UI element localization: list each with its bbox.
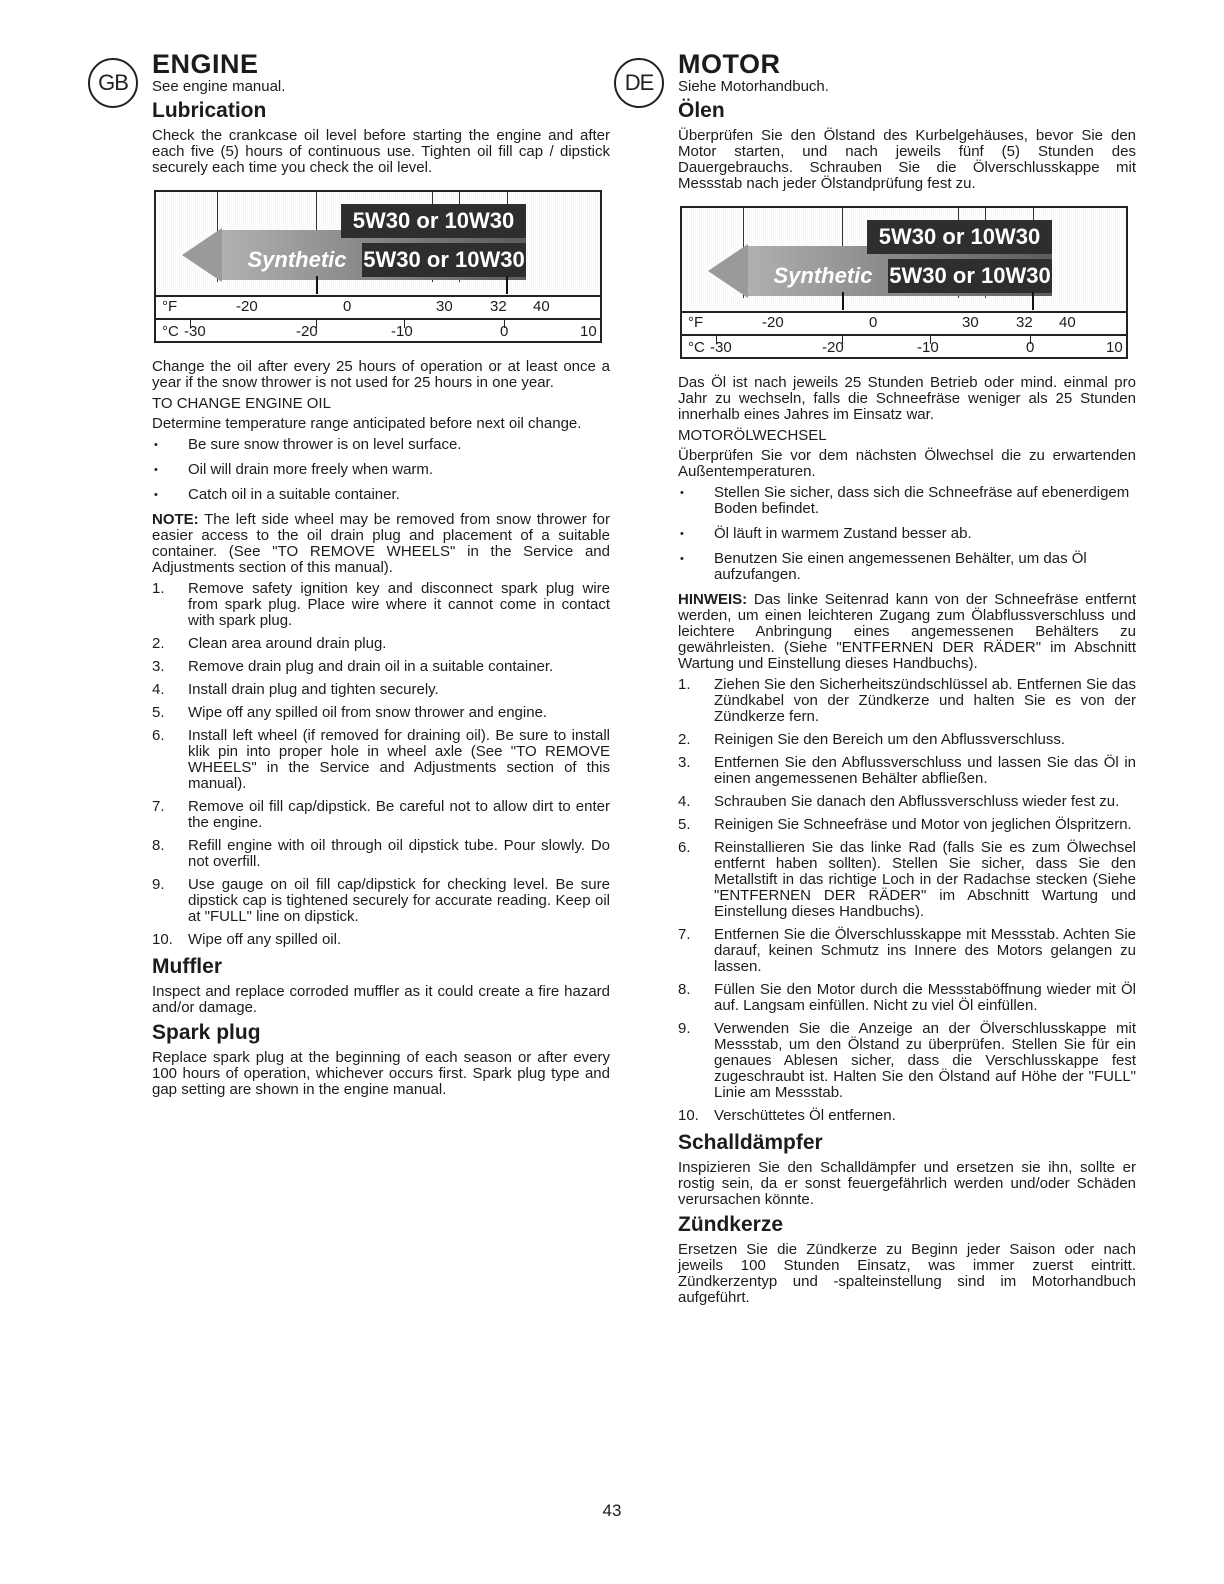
oil-chart-graphic	[156, 192, 600, 297]
note-label: NOTE:	[152, 511, 199, 528]
motor-title: MOTOR	[678, 49, 781, 79]
oil-grade-bottom-label: 5W30 or 10W30	[362, 243, 526, 277]
hinweis-text: Das linke Seitenrad kann von der Schneefräse entfernt werden, um einen leichteren Zugang zum Ölabflussverschluss und leichtere Anbringung eines angemessenen Behälters zu gewährleisten. (Siehe "ENTFERNEN DER RÄDER" im Abschnitt Wartung und Einstellung dieses Handbuchs).	[678, 591, 1136, 672]
celsius-unit: °C	[688, 339, 705, 356]
schalldaempfer-heading: Schalldämpfer	[678, 1131, 823, 1154]
note-text: The left side wheel may be removed from snow thrower for easier access to the oil drain plug and placement of a suitable container. (See "TO REMOVE WHEELS" in the Service and Adjustments section of this manual).	[152, 511, 610, 576]
synthetic-label: Synthetic	[247, 247, 347, 272]
c-tick: -20	[296, 323, 318, 340]
f-tick: -20	[236, 298, 258, 315]
f-tick: -20	[762, 314, 784, 331]
step-item: 2. Reinigen Sie den Bereich um den Abflussverschluss.	[678, 731, 1066, 748]
hinweis-paragraph	[678, 592, 1136, 672]
c-tick: -20	[822, 339, 844, 356]
step-list	[152, 581, 610, 948]
oil-grade-top-label: 5W30 or 10W30	[341, 204, 526, 238]
bullet-list	[152, 437, 610, 503]
step-item: 2. Clean area around drain plug.	[152, 635, 387, 652]
change-oil-text-de: Das Öl ist nach jeweils 25 Stunden Betrieb oder mind. einmal pro Jahr zu wechseln, falls die Schneefräse weniger als 25 Stunden innerhalb eines Jahres im Einsatz war.	[678, 374, 1136, 423]
step-item: 6. Install left wheel (if removed for draining oil). Be sure to install klik pin into proper hole in wheel axle (See "TO REMOVE WHEELS" in the Service and Adjustments section of this manual).	[152, 727, 610, 792]
step-item: 7. Remove oil fill cap/dipstick. Be careful not to allow dirt to enter the engine.	[152, 798, 610, 831]
step-item: 7. Entfernen Sie die Ölverschlusskappe mit Messstab. Achten Sie darauf, keinen Schmutz ins Innere des Motors gelangen zu lassen.	[678, 926, 1136, 975]
celsius-unit: °C	[162, 323, 179, 340]
step-item: 5. Wipe off any spilled oil from snow thrower and engine.	[152, 704, 548, 721]
c-tick: 0	[1026, 339, 1035, 356]
olen-text: Überprüfen Sie den Ölstand des Kurbelgehäuses, bevor Sie den Motor starten, und nach jeweils fünf (5) Stunden des Dauergebrauchs. Schrauben Sie die Ölverschlusskappe mit Messstab nach jeder Ölstandprüfung fest zu.	[678, 127, 1136, 192]
language-badge-gb: GB	[88, 58, 138, 108]
oil-chart-graphic	[682, 208, 1126, 313]
muffler-text: Inspect and replace corroded muffler as it could create a fire hazard and/or damage.	[152, 983, 610, 1016]
f-tick: 32	[1016, 314, 1033, 331]
step-item: 5. Reinigen Sie Schneefräse und Motor von jeglichen Ölspritzern.	[678, 816, 1132, 833]
page-number: 43	[602, 1501, 622, 1520]
oil-grade-bottom-label: 5W30 or 10W30	[888, 259, 1052, 293]
fahrenheit-scale	[156, 295, 600, 320]
fahrenheit-unit: °F	[688, 314, 704, 331]
lubrication-text: Check the crankcase oil level before starting the engine and after each five (5) hours of continuous use. Tighten oil fill cap / dipstick securely each time you check the oil level.	[152, 127, 610, 176]
c-tick: -30	[710, 339, 732, 356]
c-tick: -10	[917, 339, 939, 356]
oil-temperature-chart	[154, 190, 602, 343]
column-english	[98, 49, 610, 1103]
step-item: 9. Verwenden Sie die Anzeige an der Ölverschlusskappe mit Messstab, um den Ölstand zu überprüfen. Stellen Sie für ein genaues Ablesen sicher, dass die Verschlusskappe fest zugeschraubt ist. Halten Sie den Ölstand auf Höhe der "FULL" Linie am Messstab.	[678, 1020, 1136, 1101]
step-item: 4. Install drain plug and tighten securely.	[152, 681, 439, 698]
f-tick: 40	[1059, 314, 1076, 331]
f-tick: 0	[343, 298, 352, 315]
oil-temperature-chart-de	[680, 206, 1128, 359]
engine-subtitle: See engine manual.	[152, 78, 286, 95]
list-item: • Be sure snow thrower is on level surface.	[152, 437, 610, 453]
step-list-de	[678, 677, 1136, 1124]
step-item: 1. Ziehen Sie den Sicherheitszündschlüssel ab. Entfernen Sie das Zündkabel von der Zündkerze und halten Sie es von der Zündkerze fern.	[678, 676, 1136, 725]
c-tick: -10	[391, 323, 413, 340]
spark-plug-text: Replace spark plug at the beginning of each season or after every 100 hours of operation, whichever occurs first. Spark plug type and gap setting are shown in the engine manual.	[152, 1049, 610, 1098]
f-tick: 30	[962, 314, 979, 331]
fahrenheit-scale	[682, 311, 1126, 336]
note-paragraph	[152, 512, 610, 576]
f-tick: 0	[869, 314, 878, 331]
step-item: 6. Reinstallieren Sie das linke Rad (falls Sie es zum Ölwechsel entfernt haben sollten). Stellen Sie sicher, dass Sie den Metallstift in das richtige Loch in der Radachse stecken (Siehe "ENTFERNEN DER RÄDER" im Abschnitt Wartung und Einstellung dieses Handbuchs).	[678, 839, 1136, 920]
list-item: • Catch oil in a suitable container.	[152, 487, 610, 503]
list-item: • Benutzen Sie einen angemessenen Behälter, um das Öl aufzufangen.	[678, 551, 1136, 583]
zuendkerze-text: Ersetzen Sie die Zündkerze zu Beginn jeder Saison oder nach jeweils 100 Stunden Einsatz, was immer zuerst eintritt. Zündkerzentyp und -spalteinstellung sind im Motorhandbuch aufgeführt.	[678, 1241, 1136, 1306]
step-item: 3. Remove drain plug and drain oil in a suitable container.	[152, 658, 554, 675]
lubrication-heading: Lubrication	[152, 99, 267, 122]
determine-text: Determine temperature range anticipated before next oil change.	[152, 415, 582, 432]
step-item: 1. Remove safety ignition key and disconnect spark plug wire from spark plug. Place wire where it cannot come in contact with spark plug.	[152, 580, 610, 629]
determine-text-de: Überprüfen Sie vor dem nächsten Ölwechsel die zu erwartenden Außentemperaturen.	[678, 447, 1136, 480]
to-change-oil-heading: TO CHANGE ENGINE OIL	[152, 395, 331, 412]
list-item: • Oil will drain more freely when warm.	[152, 462, 610, 478]
f-tick: 40	[533, 298, 550, 315]
engine-title: ENGINE	[152, 49, 259, 79]
c-tick: 10	[1106, 339, 1123, 356]
c-tick: 10	[580, 323, 597, 340]
oil-range-arrow-icon	[182, 228, 222, 282]
step-item: 10. Verschüttetes Öl entfernen.	[678, 1107, 896, 1124]
step-item: 10. Wipe off any spilled oil.	[152, 931, 342, 948]
zuendkerze-heading: Zündkerze	[678, 1213, 784, 1236]
f-tick: 32	[490, 298, 507, 315]
synthetic-label: Synthetic	[773, 263, 873, 288]
column-german	[624, 49, 1136, 1311]
hinweis-label: HINWEIS:	[678, 591, 748, 608]
f-tick: 30	[436, 298, 453, 315]
step-item: 8. Füllen Sie den Motor durch die Messstaböffnung wieder mit Öl auf. Langsam einfüllen. Nicht zu viel Öl einfüllen.	[678, 981, 1136, 1014]
list-item: • Stellen Sie sicher, dass sich die Schneefräse auf ebenerdigem Boden befindet.	[678, 485, 1136, 517]
c-tick: -30	[184, 323, 206, 340]
fahrenheit-unit: °F	[162, 298, 178, 315]
bullet-list-de	[678, 485, 1136, 583]
c-tick: 0	[500, 323, 509, 340]
step-item: 4. Schrauben Sie danach den Abflussverschluss wieder fest zu.	[678, 793, 1120, 810]
celsius-scale	[682, 336, 1126, 359]
step-item: 8. Refill engine with oil through oil dipstick tube. Pour slowly. Do not overfill.	[152, 837, 610, 870]
step-item: 9. Use gauge on oil fill cap/dipstick for checking level. Be sure dipstick cap is tightened securely for accurate reading. Keep oil at "FULL" line on dipstick.	[152, 876, 610, 925]
step-item: 3. Entfernen Sie den Abflussverschluss und lassen Sie das Öl in einen angemessenen Behälter abfließen.	[678, 754, 1136, 787]
olen-heading: Ölen	[678, 99, 725, 122]
motoroelwechsel-heading: MOTORÖLWECHSEL	[678, 427, 827, 444]
change-oil-text: Change the oil after every 25 hours of operation or at least once a year if the snow thrower is not used for 25 hours in one year.	[152, 358, 610, 391]
celsius-scale	[156, 320, 600, 343]
schalldaempfer-text: Inspizieren Sie den Schalldämpfer und ersetzen sie ihn, sollte er rostig sein, da er sonst feuergefährlich werden und/oder Schäden verursachen könnte.	[678, 1159, 1136, 1208]
list-item: • Öl läuft in warmem Zustand besser ab.	[678, 526, 1136, 542]
language-badge-de: DE	[614, 58, 664, 108]
oil-range-arrow-icon	[708, 244, 748, 298]
motor-subtitle: Siehe Motorhandbuch.	[678, 78, 829, 95]
spark-plug-heading: Spark plug	[152, 1021, 261, 1044]
oil-grade-top-label: 5W30 or 10W30	[867, 220, 1052, 254]
muffler-heading: Muffler	[152, 955, 222, 978]
